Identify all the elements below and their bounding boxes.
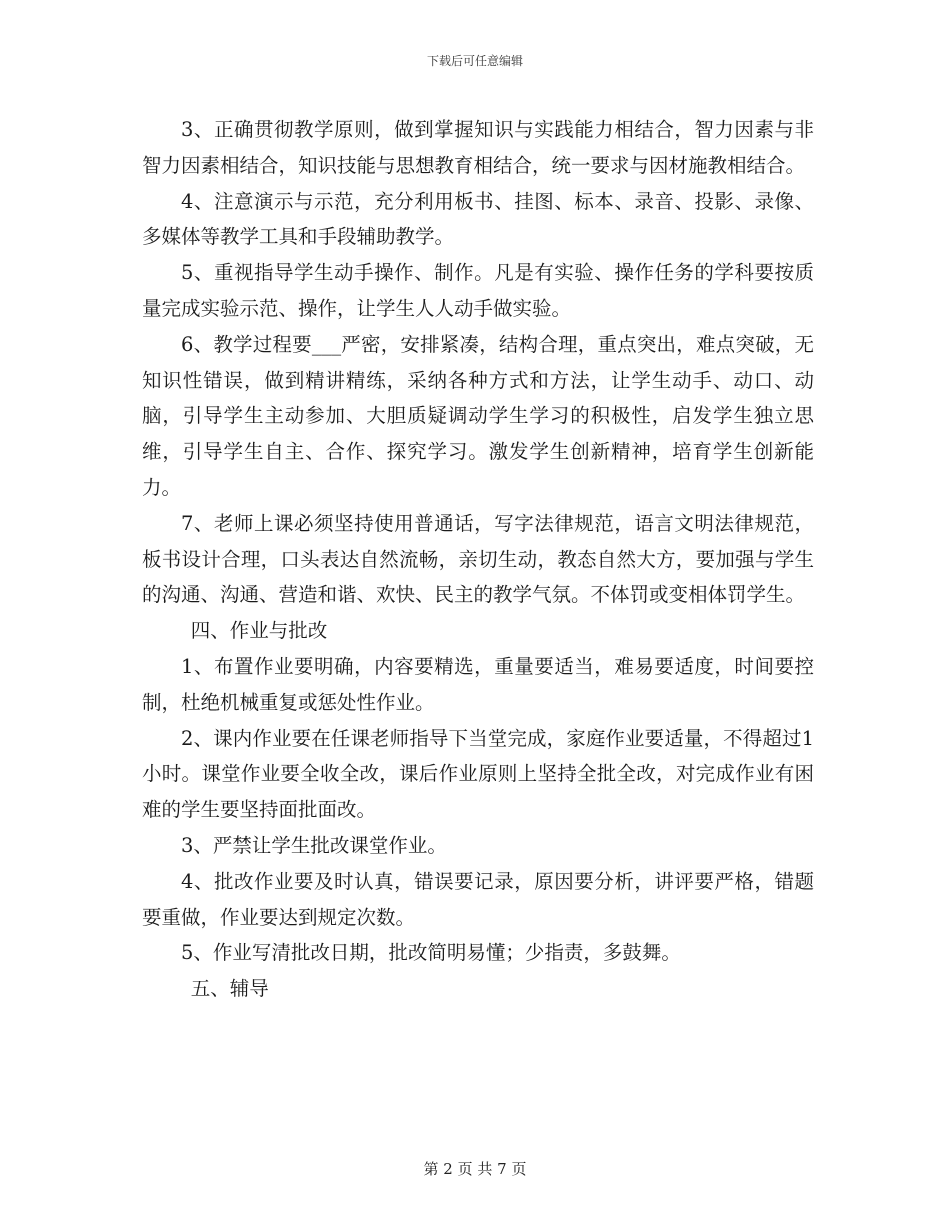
paragraph-hands-on: 5、重视指导学生动手操作、制作。凡是有实验、操作任务的学科要按质量完成实验示范、操作，让学生人人动手做实验。 <box>142 261 814 320</box>
paragraph-principles: 3、正确贯彻教学原则，做到掌握知识与实践能力相结合，智力因素与非智力因素相结合，知识技能与思想教育相结合，统一要求与因材施教相结合。 <box>142 118 814 177</box>
document-body <box>142 112 814 1007</box>
section-heading-homework: 四、作业与批改 <box>190 619 328 643</box>
paragraph-homework-date: 5、作业写清批改日期，批改简明易懂；少指责，多鼓舞。 <box>181 941 681 965</box>
paragraph-homework-assign: 1、布置作业要明确，内容要精选，重量要适当，难易要适度，时间要控制，杜绝机械重复或惩处性作业。 <box>142 654 814 714</box>
paragraph-homework-correct: 4、批改作业要及时认真，错误要记录，原因要分析，讲评要严格，错题要重做，作业要达到规定次数。 <box>142 869 814 929</box>
paragraph-teaching-process: 6、教学过程要___严密，安排紧凑，结构合理，重点突出，难点突破，无知识性错误，做到精讲精练，采纳各种方式和方法，让学生动手、动口、动脑，引导学生主动参加、大胆质疑调动学生学习的积极性，启发学生独立思维，引导学生自主、合作、探究学习。激发学生创新精神，培育学生创新能力。 <box>142 332 814 499</box>
paragraph-teacher-conduct: 7、老师上课必须坚持使用普通话，写字法律规范，语言文明法律规范，板书设计合理，口头表达自然流畅，亲切生动，教态自然大方，要加强与学生的沟通、沟通、营造和谐、欢快、民主的教学气氛。不体罚或变相体罚学生。 <box>142 511 814 607</box>
paragraph-demonstration: 4、注意演示与示范，充分利用板书、挂图、标本、录音、投影、录像、多媒体等教学工具和手段辅助教学。 <box>142 189 814 249</box>
page-number: 第 2 页 共 7 页 <box>423 1160 527 1178</box>
section-heading-tutoring: 五、辅导 <box>190 977 269 1001</box>
page-header-note: 下载后可任意编辑 <box>426 54 523 68</box>
paragraph-homework-prohibit: 3、严禁让学生批改课堂作业。 <box>181 833 447 857</box>
paragraph-homework-inclass: 2、课内作业要在任课老师指导下当堂完成，家庭作业要适量，不得超过1小时。课堂作业要全收全改，课后作业原则上坚持全批全改，对完成作业有困难的学生要坚持面批面改。 <box>142 726 814 822</box>
